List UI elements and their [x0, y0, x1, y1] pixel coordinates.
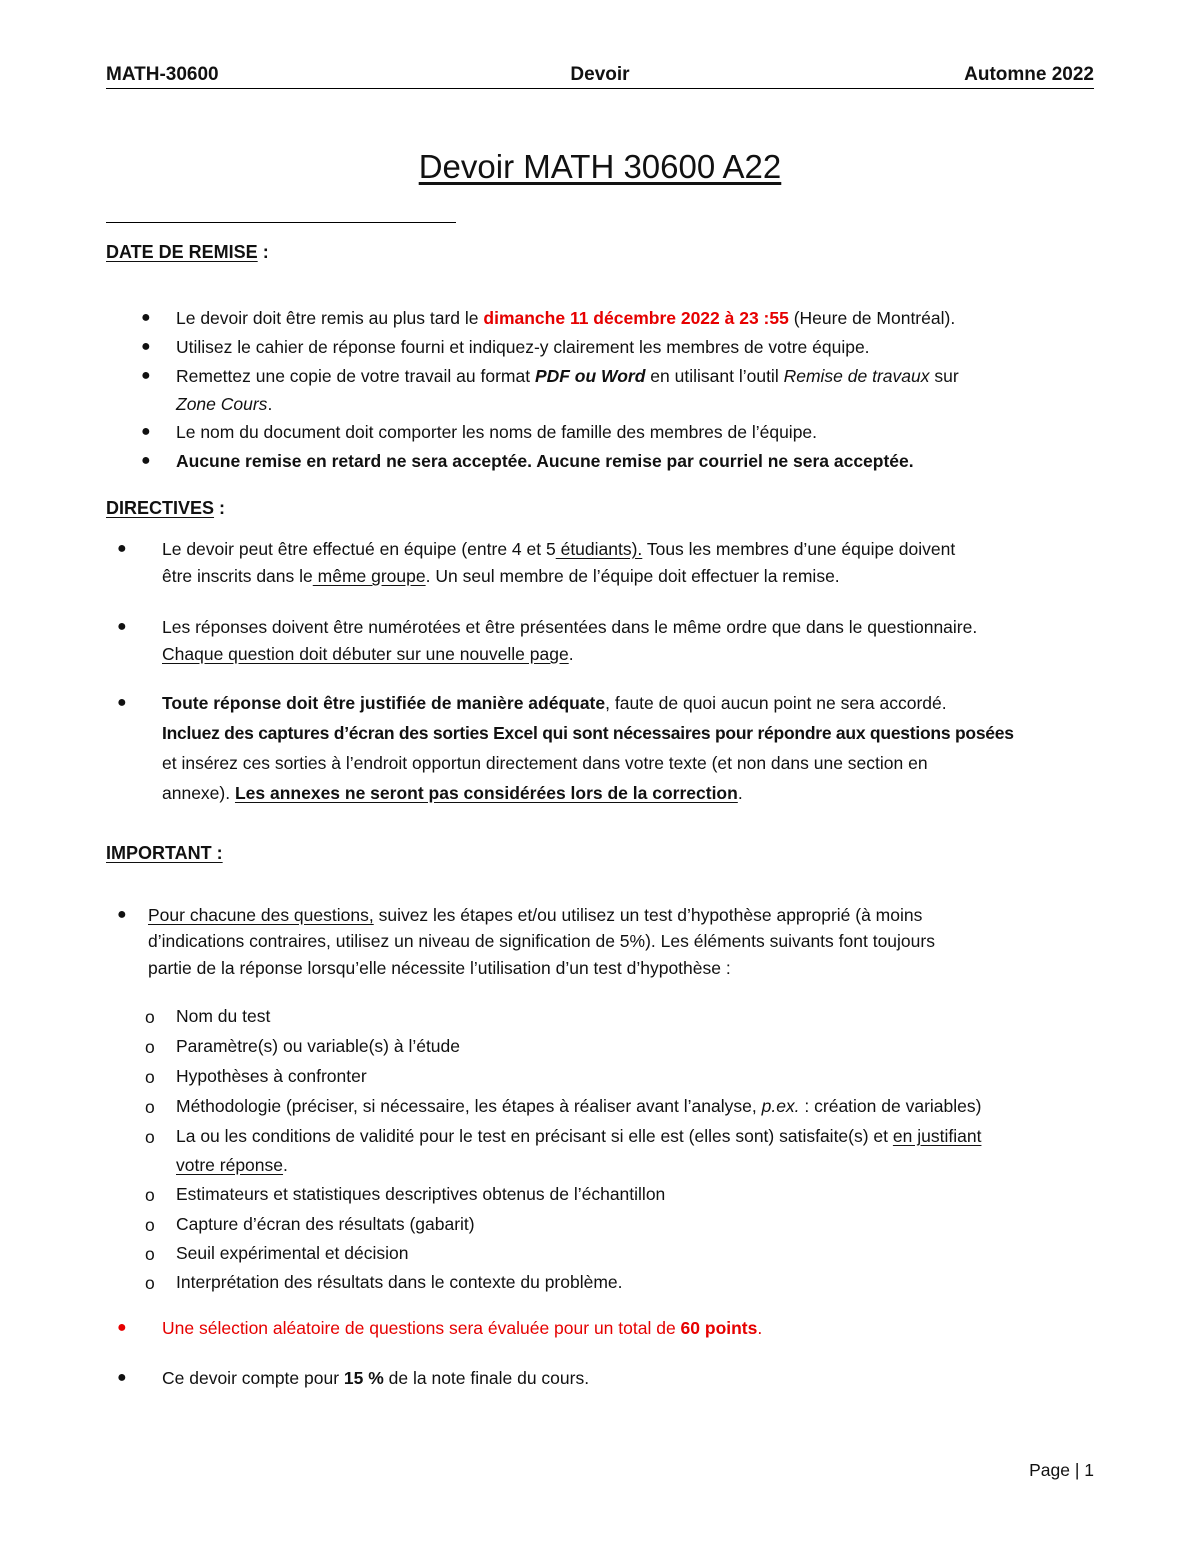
checklist-item: Seuil expérimental et décision: [176, 1243, 409, 1263]
checklist-item: Méthodologie (préciser, si nécessaire, les étapes à réaliser avant l’analyse, p.ex. : création de variables): [176, 1096, 982, 1116]
sub-bullet-icon: o: [145, 1067, 155, 1087]
bullet-icon: ●: [141, 452, 151, 469]
sub-bullet-icon: o: [145, 1244, 155, 1264]
header-rule: [106, 88, 1094, 89]
bullet-icon: ●: [141, 423, 151, 440]
remise-item-2: Utilisez le cahier de réponse fourni et indiquez-y clairement les membres de votre équipe.: [176, 337, 870, 357]
evaluation-note: Une sélection aléatoire de questions sera évaluée pour un total de 60 points.: [162, 1318, 763, 1338]
directive-3-line-2: Incluez des captures d’écran des sorties Excel qui sont nécessaires pour répondre aux questions posées: [162, 723, 1014, 743]
sub-bullet-icon: o: [145, 1215, 155, 1235]
sub-bullet-icon: o: [145, 1097, 155, 1117]
important-intro-line-1: Pour chacune des questions, suivez les étapes et/ou utilisez un test d’hypothèse approprié (à moins: [148, 905, 923, 925]
directive-2-line-1: Les réponses doivent être numérotées et être présentées dans le même ordre que dans le questionnaire.: [162, 617, 978, 637]
title-rule: [106, 222, 456, 223]
section-important: IMPORTANT :: [106, 843, 223, 863]
header-term: Automne 2022: [964, 64, 1094, 85]
section-directives: DIRECTIVES :: [106, 498, 226, 518]
sub-bullet-icon: o: [145, 1127, 155, 1147]
bullet-icon: ●: [141, 338, 151, 355]
bullet-icon: ●: [117, 618, 127, 635]
remise-item-4: Le nom du document doit comporter les noms de famille des membres de l’équipe.: [176, 422, 818, 442]
header-course: MATH-30600: [106, 64, 219, 85]
important-intro-line-2: d’indications contraires, utilisez un niveau de signification de 5%). Les éléments suivants font toujours: [148, 931, 935, 951]
bullet-icon: ●: [117, 906, 127, 923]
remise-item-3: Remettez une copie de votre travail au format PDF ou Word en utilisant l’outil Remise de travaux sur: [176, 366, 959, 386]
header-doc-type: Devoir: [570, 64, 630, 85]
checklist-item: Capture d’écran des résultats (gabarit): [176, 1214, 475, 1234]
bullet-icon: ●: [117, 540, 127, 557]
section-date-remise: DATE DE REMISE :: [106, 242, 269, 262]
page-title: Devoir MATH 30600 A22: [418, 148, 782, 185]
important-intro-line-3: partie de la réponse lorsqu’elle nécessite l’utilisation d’un test d’hypothèse :: [148, 958, 731, 978]
directive-1-line-2: être inscrits dans le même groupe. Un seul membre de l’équipe doit effectuer la remise.: [162, 566, 840, 586]
checklist-item: Interprétation des résultats dans le contexte du problème.: [176, 1272, 623, 1292]
sub-bullet-icon: o: [145, 1185, 155, 1205]
directive-3-line-3: et insérez ces sorties à l’endroit opportun directement dans votre texte (et non dans une section en: [162, 753, 928, 773]
bullet-icon: ●: [141, 367, 151, 384]
bullet-icon: ●: [141, 309, 151, 326]
bullet-icon: ●: [117, 1319, 127, 1336]
checklist-item: La ou les conditions de validité pour le test en précisant si elle est (elles sont) satisfaite(s) et en justifiant: [176, 1126, 982, 1146]
checklist-item-cont: votre réponse.: [176, 1155, 288, 1175]
bullet-icon: ●: [117, 694, 127, 711]
page-number: Page | 1: [1029, 1460, 1094, 1480]
remise-item-3-cont: Zone Cours.: [176, 394, 273, 414]
directive-2-line-2: Chaque question doit débuter sur une nouvelle page.: [162, 644, 574, 664]
directive-3-line-1: Toute réponse doit être justifiée de manière adéquate, faute de quoi aucun point ne sera accordé.: [162, 693, 947, 713]
bullet-icon: ●: [117, 1369, 127, 1386]
directive-1-line-1: Le devoir peut être effectué en équipe (entre 4 et 5 étudiants). Tous les membres d’une équipe doivent: [162, 539, 956, 559]
remise-item-1: Le devoir doit être remis au plus tard le dimanche 11 décembre 2022 à 23 :55 (Heure de Montréal).: [176, 308, 956, 328]
remise-item-5: Aucune remise en retard ne sera acceptée. Aucune remise par courriel ne sera acceptée.: [176, 451, 914, 471]
checklist-item: Hypothèses à confronter: [176, 1066, 367, 1086]
sub-bullet-icon: o: [145, 1037, 155, 1057]
checklist-item: Nom du test: [176, 1006, 271, 1026]
checklist-item: Estimateurs et statistiques descriptives obtenus de l’échantillon: [176, 1184, 666, 1204]
weight-note: Ce devoir compte pour 15 % de la note finale du cours.: [162, 1368, 590, 1388]
checklist-item: Paramètre(s) ou variable(s) à l’étude: [176, 1036, 461, 1056]
sub-bullet-icon: o: [145, 1273, 155, 1293]
sub-bullet-icon: o: [145, 1007, 155, 1027]
directive-3-line-4: annexe). Les annexes ne seront pas considérées lors de la correction.: [162, 783, 743, 803]
